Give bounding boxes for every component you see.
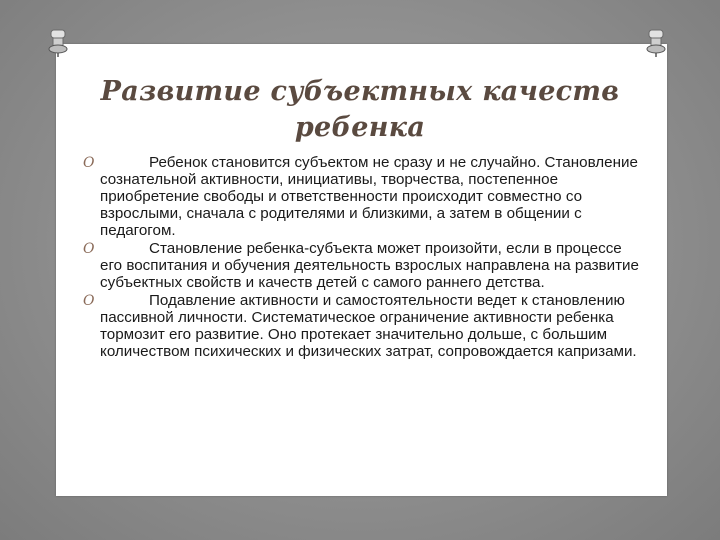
bullet-item [83,240,641,291]
bullet-text: Подавление активности и самостоятельности ведет к становлению пассивной личности. Систематическое ограничение активности ребенка тормозит его развитие. Оно протекает значительно дольше, с большим количеством психических и физических затрат, сопровождается капризами. [100,292,637,360]
bullet-text: Становление ребенка-субъекта может произойти, если в процессе его воспитания и обучения деятельность взрослых направлена на развитие субъектных свойств и качеств детей с самого раннего детства. [100,240,639,291]
bullet-marker-icon: O [83,241,95,257]
bullet-marker-icon: O [83,293,95,309]
pushpin-left-icon [45,28,71,58]
slide-title-line1: Развитие субъектных качеств [100,76,620,107]
pushpin-right-icon [643,28,669,58]
slide-title-line2: ребенка [294,112,426,143]
bullet-list [83,154,641,361]
bullet-item [83,292,641,360]
bullet-marker-icon: O [83,155,95,171]
bullet-text: Ребенок становится субъектом не сразу и не случайно. Становление сознательной активности, инициативы, творчества, постепенное приобретение свободы и ответственности происходит совместно со взрослыми, сначала с родителями и близкими, а затем в общении с педагогом. [100,154,638,239]
slide-title [90,74,630,146]
bullet-item [83,154,641,239]
